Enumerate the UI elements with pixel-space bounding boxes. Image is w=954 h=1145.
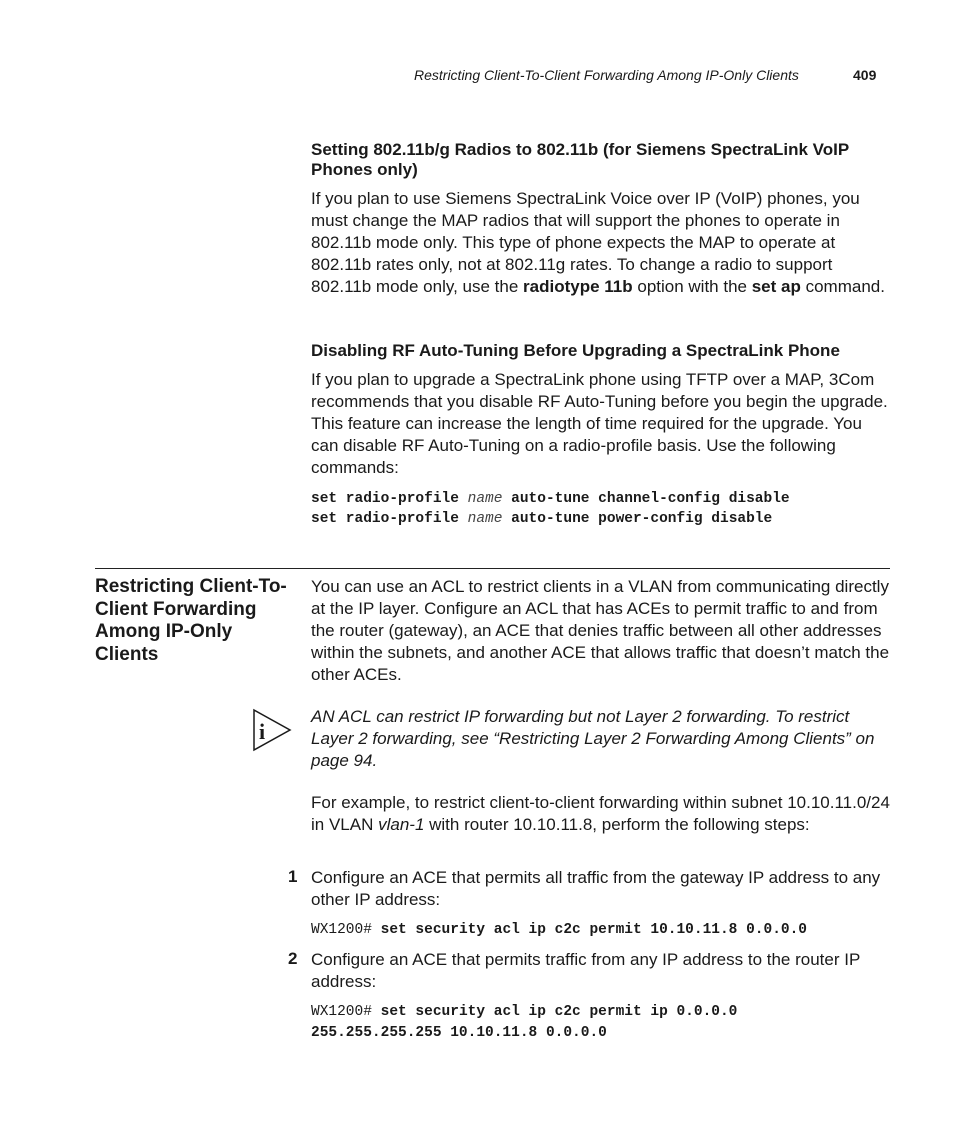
cmd-text: auto-tune power-config disable [502, 511, 773, 527]
section-heading-80211b: Setting 802.11b/g Radios to 802.11b (for Siemens SpectraLink VoIP Phones only) [311, 140, 849, 179]
command-line [311, 1002, 737, 1023]
intro-paragraph: You can use an ACL to restrict clients in a VLAN from communicating directly at the IP layer. Configure an ACL that has ACEs to permit traffic to and from the router (gateway), an ACE that denies traffic between all other addresses within the subnets, and another ACE that allows traffic that doesn’t match the other ACEs. [311, 577, 890, 684]
section-divider [95, 568, 890, 569]
cmd-text: 255.255.255.255 10.10.11.8 0.0.0.0 [311, 1025, 607, 1041]
command-line [311, 920, 807, 941]
para-text: command. [800, 277, 885, 296]
cli-prompt: WX1200# [311, 922, 381, 938]
side-heading: Restricting Client-To-Client Forwarding Among IP-Only Clients [95, 576, 287, 665]
command-line [311, 509, 772, 530]
info-note-icon [252, 708, 292, 752]
para-text: If you plan to use Siemens SpectraLink Voice over IP (VoIP) phones, you must change the MAP radios that will support the phones to operate in 802.11b mode only. This type of phone expects the MAP to operate at 802.11b rates only, not at 802.11g rates. To change a radio to support 802.11b mode only, use the [311, 189, 860, 296]
cmd-variable: name [467, 491, 503, 507]
cmd-text: set radio-profile [311, 511, 468, 527]
para-text: option with the [632, 277, 752, 296]
para-text: with router 10.10.11.8, perform the following steps: [424, 815, 810, 834]
inline-command: set ap [751, 277, 801, 296]
command-line [311, 489, 790, 510]
vlan-name: vlan-1 [378, 815, 425, 834]
running-title: Restricting Client-To-Client Forwarding Among IP-Only Clients [414, 67, 799, 83]
example-paragraph [311, 792, 891, 836]
cmd-text: set security acl ip c2c permit 10.10.11.8 0.0.0.0 [380, 922, 807, 938]
page-number: 409 [853, 67, 877, 83]
cmd-text: set security acl ip c2c permit ip 0.0.0.0 [380, 1004, 738, 1020]
note-text: AN ACL can restrict IP forwarding but not Layer 2 forwarding. To restrict Layer 2 forwarding, see “Restricting Layer 2 Forwarding Among Clients” on page 94. [311, 707, 875, 770]
step-text: Configure an ACE that permits traffic from any IP address to the router IP address: [311, 950, 860, 991]
step-number: 2 [288, 949, 298, 968]
step-number: 1 [288, 867, 298, 886]
cmd-variable: name [467, 511, 503, 527]
cli-prompt: WX1200# [311, 1004, 381, 1020]
inline-command: radiotype 11b [523, 277, 633, 296]
cmd-text: set radio-profile [311, 491, 468, 507]
svg-text:i: i [259, 719, 266, 744]
section-paragraph-80211b [311, 188, 891, 298]
section-heading-rf-autotune: Disabling RF Auto-Tuning Before Upgrading a SpectraLink Phone [311, 341, 840, 360]
command-line [311, 1023, 607, 1044]
step-text: Configure an ACE that permits all traffic from the gateway IP address to any other IP address: [311, 868, 881, 909]
para-text: For example, to restrict client-to-client forwarding within subnet 10.10.11.0/24 in VLAN [311, 793, 890, 834]
cmd-text: auto-tune channel-config disable [502, 491, 790, 507]
section-paragraph-rf-autotune: If you plan to upgrade a SpectraLink phone using TFTP over a MAP, 3Com recommends that you disable RF Auto-Tuning before you begin the upgrade. This feature can increase the length of time required for the upgrade. You can disable RF Auto-Tuning on a radio-profile basis. Use the following commands: [311, 370, 888, 477]
